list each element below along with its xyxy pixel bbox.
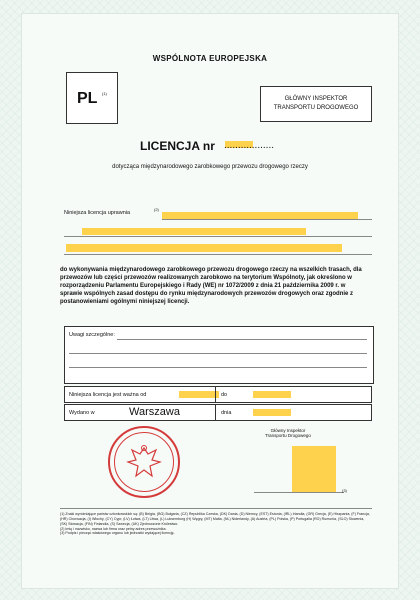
- issued-date-label: dnia: [221, 410, 232, 416]
- footnote-2: (2) Imię i nazwisko, nazwa lub firma oraz pełny adres przewoźnika.: [60, 526, 167, 531]
- holder-line-1: [162, 219, 372, 220]
- authority-line-1: GŁÓWNY INSPEKTOR: [284, 96, 348, 102]
- license-number-dots: ..................: [224, 140, 275, 151]
- signature-line-2: Transportu Drogowego: [265, 433, 311, 438]
- footnote-3: (3) Podpis i pieczęć właściwego organu lub jednostki wydającej licencję.: [60, 531, 175, 536]
- license-document: [22, 14, 398, 588]
- footnote-separator: [60, 508, 372, 509]
- issued-row: [64, 404, 372, 421]
- issued-divider: [215, 405, 216, 420]
- holder-address-redaction-1: [82, 228, 306, 235]
- validity-divider: [215, 387, 216, 402]
- signature-line-1: Główny Inspektor: [270, 428, 306, 433]
- license-subtitle: dotycząca międzynarodowego zarobkowego przewozu drogowego rzeczy: [112, 164, 308, 170]
- country-code: PL: [77, 90, 98, 107]
- signature-note: (3): [342, 488, 347, 493]
- special-remarks-label: Uwagi szczególne:: [69, 332, 115, 338]
- license-scope-paragraph: do wykonywania międzynarodowego zarobkowego przewozu drogowego rzeczy na wszelkich trasach, dla przewozów lub części przewozów realizowanych zarobkowo na terytorium Wspólnoty, jak określono w rozporządzeniu Parlamentu Europejskiego i Rady (WE) nr 1072/2009 z dnia 21 października 2009 r. w sprawie wspólnych zasad dostępu do rynku międzynarodowych przewozów drogowych oraz zgodnie z postanowieniami ogólnymi niniejszej licencji.: [60, 267, 362, 306]
- remarks-line-2: [69, 353, 367, 354]
- stamp-eagle-emblem: [108, 426, 180, 498]
- signature-redaction: [292, 446, 336, 492]
- authority-line-2: TRANSPORTU DROGOWEGO: [273, 105, 359, 111]
- remarks-line-3: [69, 367, 367, 368]
- holder-name-redaction: [162, 212, 358, 219]
- signature-line: [254, 492, 344, 493]
- country-code-note: (1): [102, 91, 107, 96]
- community-heading: WSPÓLNOTA EUROPEJSKA: [152, 54, 268, 63]
- issued-place-label: Wydano w: [69, 410, 95, 416]
- holder-note: (2): [154, 207, 159, 212]
- country-code-box: [66, 72, 118, 124]
- holder-line-2: [64, 236, 372, 237]
- issued-place-value: Warszawa: [129, 406, 180, 418]
- issued-date-redaction: [253, 409, 291, 416]
- remarks-line-1: [117, 339, 367, 340]
- holder-line-3: [64, 254, 372, 255]
- holder-address-redaction-2: [66, 244, 342, 252]
- valid-to-redaction: [253, 391, 291, 398]
- validity-row: [64, 386, 372, 403]
- footnotes: [60, 512, 372, 536]
- special-remarks-box: [64, 326, 374, 384]
- valid-from-redaction: [179, 391, 219, 398]
- license-title: LICENCJA nr: [140, 139, 215, 153]
- holder-label: Niniejsza licencja uprawnia: [64, 210, 131, 216]
- valid-from-label: Niniejsza licencja jest ważna od: [69, 392, 147, 398]
- signature-block: [258, 428, 318, 438]
- footnote-1: (1) Znaki wyróżniające państw członkowskich są: (B) Belgia, (BG) Bułgaria, (CZ) Republika Czeska, (DK) Dania, (D) Niemcy, (EST) Estonia, (IRL) Irlandia, (GR) Grecja, (E) Hiszpania, (F) Francja, (HR) Chorwacja, (I) Włochy, (CY) Cypr, (LV) Łotwa, (LT) Litwa, (L) Luksemburg (H) Węgry, (MT) Malta, (NL) Niderlandy, (A) Austria, (PL) Polska, (P) Portugalia (RO) Rumunia, (SLO) Słowenia, (SK) Słowacja, (FIN) Finlandia, (S) Szwecja, (UK) Zjednoczone Królestwo.: [60, 512, 370, 526]
- valid-to-label: do: [221, 392, 228, 398]
- issuing-authority-box: [260, 86, 372, 122]
